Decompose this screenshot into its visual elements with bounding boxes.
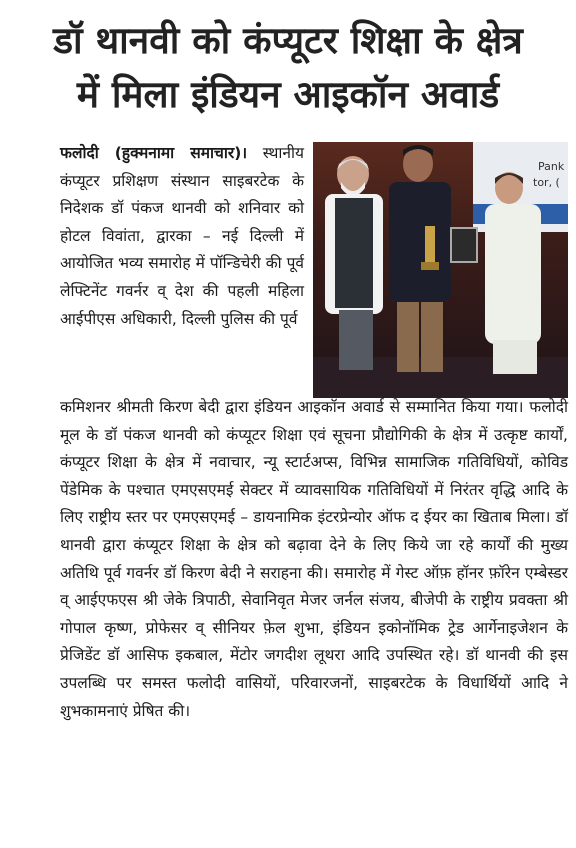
headline [0, 14, 576, 122]
body-left-text: स्थानीय कंप्यूटर प्रशिक्षण संस्थान साइबरटेक के निदेशक डॉ पंकज थानवी को शनिवार को होटल विवांता, द्वारका – नई दिल्ली में आयोजित भव्य समारोह में पॉन्डिचेरी की पूर्व लेफ्टिनेंट गवर्नर व् देश की पहली महिला आईपीएस अधिकारी, दिल्ली पुलिस की पूर्व [60, 144, 304, 328]
headline-line-1: डॉ थानवी को कंप्यूटर शिक्षा के क्षेत्र [53, 19, 523, 62]
body-full-text: कमिशनर श्रीमती किरण बेदी द्वारा इंडियन आइकॉन अवार्ड से सम्मानित किया गया। फलोदी मूल के डॉ पंकज थानवी को कंप्यूटर शिक्षा एवं सूचना प्रौद्योगिकी के क्षेत्र में उत्कृष्ट कार्यों, कंप्यूटर शिक्षा के क्षेत्र में नवाचार, न्यू स्टार्टअप्स, विभिन्न सामाजिक गतिविधियों, कोविड पेंडेमिक के पश्चात एमएसएमई सेक्टर में व्यावसायिक गतिविधियों में निरंतर वृद्धि आदि के लिए राष्ट्रीय स्तर पर एमएसएमई – डायनामिक इंटरप्रेन्योर ऑफ द ईयर का खिताब मिला। डॉ थानवी द्वारा कंप्यूटर शिक्षा के क्षेत्र को बढ़ावा देने के लिए किये जा रहे कार्यों की मुख्य अतिथि पूर्व गवर्नर डॉ किरण बेदी ने सराहना की। समारोह में गेस्ट ऑफ़ हॉनर फ़ॉरेन एम्बेस्डर व् आईएफएस श्री जेके त्रिपाठी, सेवानिवृत मेजर जर्नल संजय, बीजेपी के राष्ट्रीय प्रवक्ता श्री गोपाल कृष्ण, प्रोफेसर व् सीनियर फ़ेल शुभा, इंडियन इकोनॉमिक ट्रेड आर्गेनाइजेशन के प्रेजिडेंट डॉ आसिफ इकबाल, मेंटोर जगदीश लूथरा आदि उपस्थित रहे। डॉ थानवी की इस उपलब्धि पर समस्त फलोदी वासियों, परिवारजनों, साइबरटेक के विधार्थियों आदि ने शुभकामनाएं प्रेषित की। [60, 398, 568, 720]
backdrop-text-1: Pank [538, 160, 565, 173]
article-body-left [60, 140, 304, 333]
award-photo [313, 142, 568, 398]
dateline: फलोदी (हुक्मनामा समाचार)। [60, 144, 248, 162]
headline-line-2: में मिला इंडियन आइकॉन अवार्ड [76, 73, 500, 116]
backdrop-text-2: tor, ( [533, 176, 560, 189]
article-body-full [60, 394, 568, 725]
award-photo-illustration [313, 142, 568, 398]
